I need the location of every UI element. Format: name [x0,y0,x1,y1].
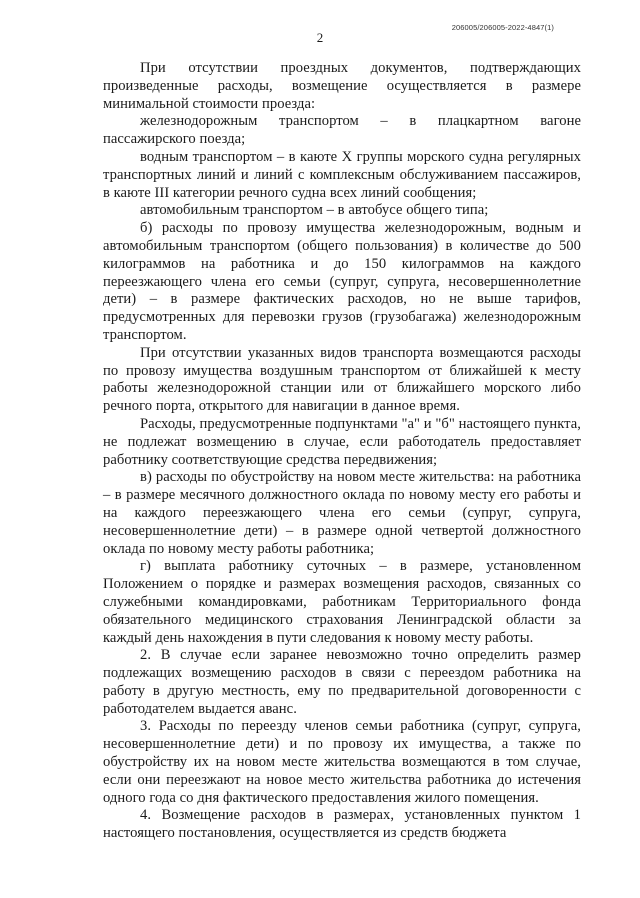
document-id: 206005/206005-2022-4847(1) [451,23,554,32]
paragraph-ab-exception: Расходы, предусмотренные подпунктами "а" и "б" настоящего пункта, не подлежат возмещению в случае, если работодатель предоставляет работнику соответствующие средства передвижения; [103,415,581,468]
paragraph-no-tickets-intro: При отсутствии проездных документов, подтверждающих произведенные расходы, возмещение осуществляется в размере минимальной стоимости проезда: [103,60,581,112]
paragraph-3-family-relocation: 3. Расходы по переезду членов семьи работника (супруг, супруга, несовершеннолетние дети) и по провозу их имущества, а также по обустройству их на новом месте жительства возмещаются в том случае, если они переезжают на новое место жительства работника до истечения одного года со дня фактического предоставления жилого помещения. [103,718,581,806]
paragraph-rail-transport: железнодорожным транспортом – в плацкартном вагоне пассажирского поезда; [103,113,581,148]
page-number: 2 [316,30,324,45]
paragraph-4-reimbursement-source: 4. Возмещение расходов в размерах, установленных пунктом 1 настоящего постановления, осуществляется из средств бюджета [103,807,581,842]
document-body [103,60,581,843]
paragraph-water-transport: водным транспортом – в каюте X группы морского судна регулярных транспортных линий и линий с комплексным обслуживанием пассажиров, в каюте III категории речного судна всех линий сообщения; [103,148,581,201]
paragraph-auto-transport: автомобильным транспортом – в автобусе общего типа; [140,202,489,219]
paragraph-b-property-transport: б) расходы по провозу имущества железнодорожным, водным и автомобильным транспортом (общего пользования) в количестве до 500 килограммов на работника и до 150 килограммов на каждого переезжающего члена его семьи (супруг, супруга, несовершеннолетние дети) – в размере фактических расходов, но не выше тарифов, предусмотренных для перевозки грузов (грузобагажа) железнодорожным транспортом. [103,220,581,343]
paragraph-2-advance: 2. В случае если заранее невозможно точно определить размер подлежащих возмещению расходов в связи с переездом работника на работу в другую местность, ему по предварительной договоренности с работодателем выдается аванс. [103,647,581,717]
paragraph-g-daily-allowance: г) выплата работнику суточных – в размере, установленном Положением о порядке и размерах возмещения расходов, связанных со служебными командировками, работникам Территориального фонда обязательного медицинского страхования Ленинградской области за каждый день нахождения в пути следования к новому месту работы. [103,558,581,646]
paragraph-air-transport: При отсутствии указанных видов транспорта возмещаются расходы по провозу имущества воздушным транспортом от ближайшей к месту работы железнодорожной станции или от ближайшего морского либо речного порта, открытого для навигации в данное время. [103,344,581,415]
paragraph-v-settling-expenses: в) расходы по обустройству на новом месте жительства: на работника – в размере месячного должностного оклада по новому месту его работы и на каждого переезжающего члена его семьи (супруг, супруга, несовершеннолетние дети) – в размере одной четвертой должностного оклада по новому месту работы работника; [103,469,581,557]
